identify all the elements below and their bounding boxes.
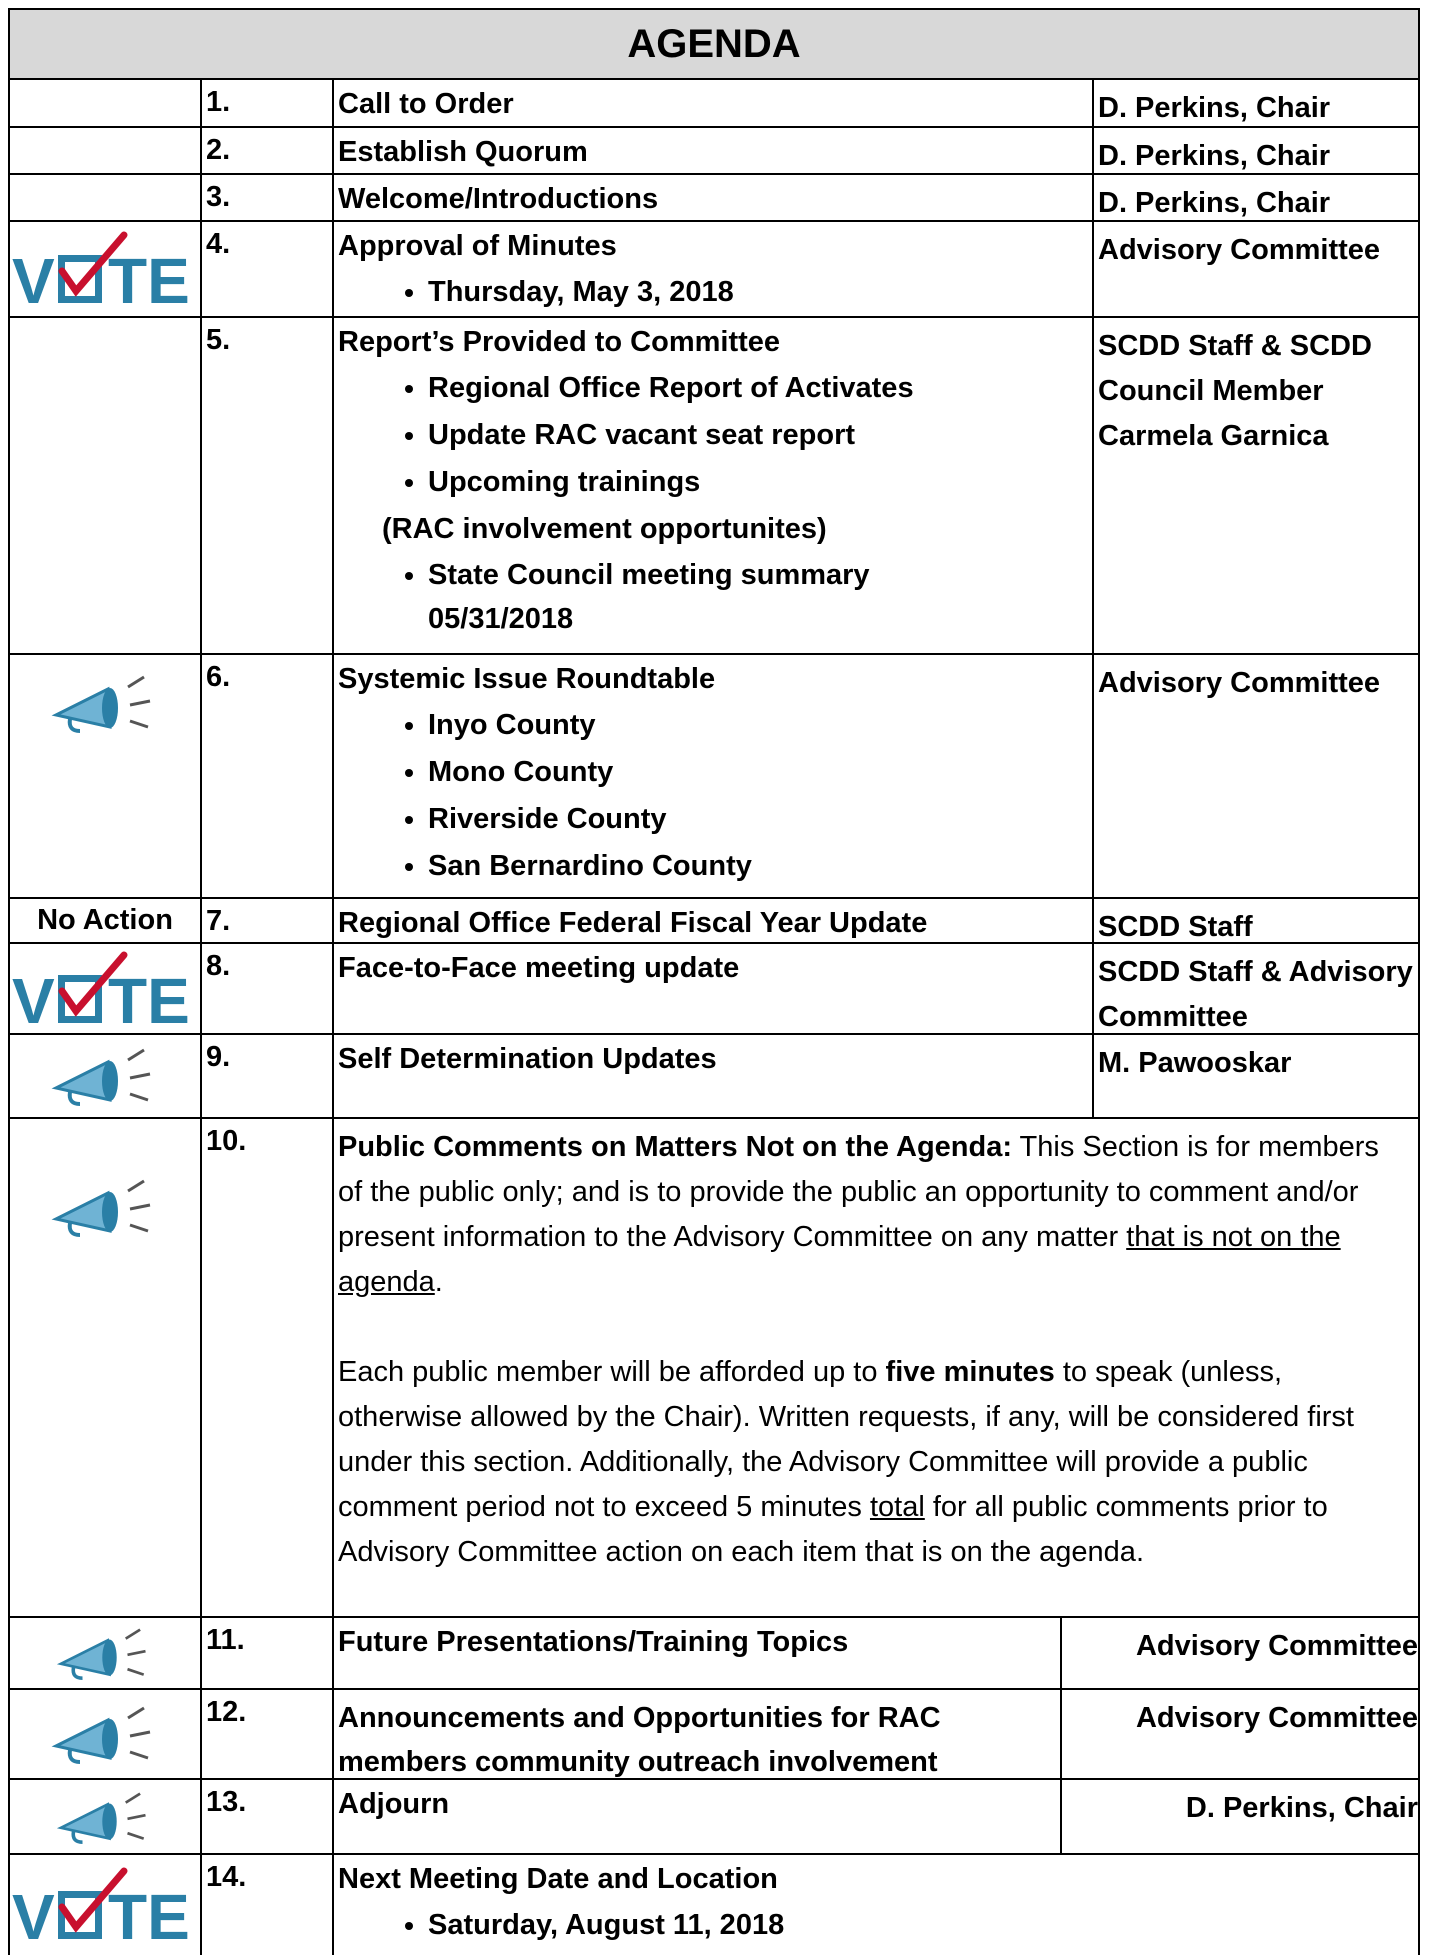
list-item: • Saturday, August 11, 2018	[428, 1902, 1418, 1949]
agenda-row	[8, 128, 1420, 175]
item-number: 12.	[200, 1690, 332, 1778]
list-item: • Thursday, May 3, 2018	[428, 269, 1092, 316]
item-number: 3.	[200, 175, 332, 220]
item-number: 10.	[200, 1119, 332, 1616]
icon-cell	[10, 175, 200, 220]
icon-cell	[10, 318, 200, 653]
item-bullets	[338, 269, 1092, 316]
item-bullets	[338, 1902, 1418, 1949]
presenter: SCDD Staff & SCDD Council Member Carmela Garnica	[1092, 318, 1418, 653]
svg-text:V: V	[12, 964, 55, 1031]
agenda-row	[8, 1035, 1420, 1119]
presenter: SCDD Staff & Advisory Committee	[1092, 944, 1418, 1033]
item-title: Announcements and Opportunities for RAC members community outreach involvement	[338, 1702, 941, 1778]
item-bullets	[338, 365, 1092, 506]
agenda-row	[8, 1618, 1420, 1690]
presenter: M. Pawooskar	[1092, 1035, 1418, 1117]
svg-text:TE: TE	[108, 1881, 190, 1947]
item-title: Public Comments on Matters Not on the Agenda:	[338, 1131, 1013, 1163]
item-number: 9.	[200, 1035, 332, 1117]
public-comments-text: Public Comments on Matters Not on the Agenda: This Section is for members of the public only; and is to provide the public an opportunity to comment and/or present information to the Advisory Committee on any matter that is not on the agenda. Each public member will be afforded up to five minutes to speak (unless, otherwise allowed by the Chair). Written requests, if any, will be considered first under this section. Additionally, the Advisory Committee will provide a public comment period not to exceed 5 minutes total for all public comments prior to Advisory Committee action on each item that is on the agenda.	[332, 1119, 1418, 1616]
agenda-row	[8, 899, 1420, 944]
agenda-row	[8, 80, 1420, 128]
icon-cell	[10, 80, 200, 126]
agenda-row	[8, 175, 1420, 222]
item-number: 14.	[200, 1855, 332, 1955]
agenda-row	[8, 655, 1420, 899]
presenter: Advisory Committee	[1092, 222, 1418, 316]
item-number: 11.	[200, 1618, 332, 1688]
presenter: SCDD Staff	[1092, 899, 1418, 942]
item-note: (RAC involvement opportunites)	[382, 513, 827, 545]
item-title: Adjourn	[338, 1788, 450, 1820]
svg-text:TE: TE	[108, 964, 190, 1031]
agenda-row	[8, 1855, 1420, 1955]
item-number: 2.	[200, 128, 332, 173]
list-item: • Riverside County	[428, 796, 1092, 843]
list-item: • Mono County	[428, 749, 1092, 796]
item-number: 1.	[200, 80, 332, 126]
svg-text:TE: TE	[108, 245, 190, 311]
icon-cell	[10, 128, 200, 173]
agenda-title: AGENDA	[8, 8, 1420, 80]
item-title: Call to Order	[338, 88, 514, 120]
list-item: • San Bernardino County	[428, 843, 1092, 890]
item-number: 6.	[200, 655, 332, 897]
item-title: Systemic Issue Roundtable	[338, 663, 716, 695]
item-number: 8.	[200, 944, 332, 1033]
item-title: Approval of Minutes	[338, 230, 617, 262]
agenda-row	[8, 1780, 1420, 1855]
item-title: Report’s Provided to Committee	[338, 326, 781, 358]
presenter: D. Perkins, Chair	[1060, 1780, 1418, 1853]
vote-icon	[10, 1855, 200, 1955]
item-number: 4.	[200, 222, 332, 316]
item-number: 13.	[200, 1780, 332, 1853]
megaphone-icon	[10, 655, 200, 897]
list-item: • Update RAC vacant seat report	[428, 412, 1092, 459]
item-title: Regional Office Federal Fiscal Year Update	[338, 907, 928, 939]
list-item: • Regional Office Report of Activates	[428, 365, 1092, 412]
agenda-row	[8, 944, 1420, 1035]
presenter: Advisory Committee	[1060, 1690, 1418, 1778]
item-title: Next Meeting Date and Location	[338, 1863, 778, 1895]
presenter: D. Perkins, Chair	[1092, 80, 1418, 126]
list-item: • State Council meeting summary 05/31/2018	[428, 553, 1002, 641]
vote-icon	[10, 222, 200, 316]
item-number: 5.	[200, 318, 332, 653]
svg-text:V: V	[12, 1881, 55, 1947]
presenter: Advisory Committee	[1060, 1618, 1418, 1688]
presenter: Advisory Committee	[1092, 655, 1418, 897]
item-title: Self Determination Updates	[338, 1043, 717, 1075]
list-item: • Inyo County	[428, 702, 1092, 749]
megaphone-icon	[10, 1690, 200, 1778]
item-bullets	[338, 702, 1092, 890]
item-title: Future Presentations/Training Topics	[338, 1626, 849, 1658]
no-action-label: No Action	[37, 904, 173, 936]
item-bullets	[338, 553, 1092, 641]
agenda-row	[8, 222, 1420, 318]
item-title: Welcome/Introductions	[338, 183, 659, 215]
agenda-row	[8, 1119, 1420, 1618]
megaphone-icon	[10, 1119, 200, 1616]
agenda-row	[8, 1690, 1420, 1780]
vote-icon	[10, 944, 200, 1033]
presenter: D. Perkins, Chair	[1092, 128, 1418, 173]
agenda-row	[8, 318, 1420, 655]
item-title: Face-to-Face meeting update	[338, 952, 740, 984]
presenter: D. Perkins, Chair	[1092, 175, 1418, 220]
svg-text:V: V	[12, 245, 55, 311]
list-item: • Upcoming trainings	[428, 459, 1092, 506]
item-number: 7.	[200, 899, 332, 942]
megaphone-icon	[10, 1035, 200, 1117]
megaphone-icon	[10, 1780, 200, 1853]
megaphone-icon	[10, 1618, 200, 1688]
item-title: Establish Quorum	[338, 136, 588, 168]
